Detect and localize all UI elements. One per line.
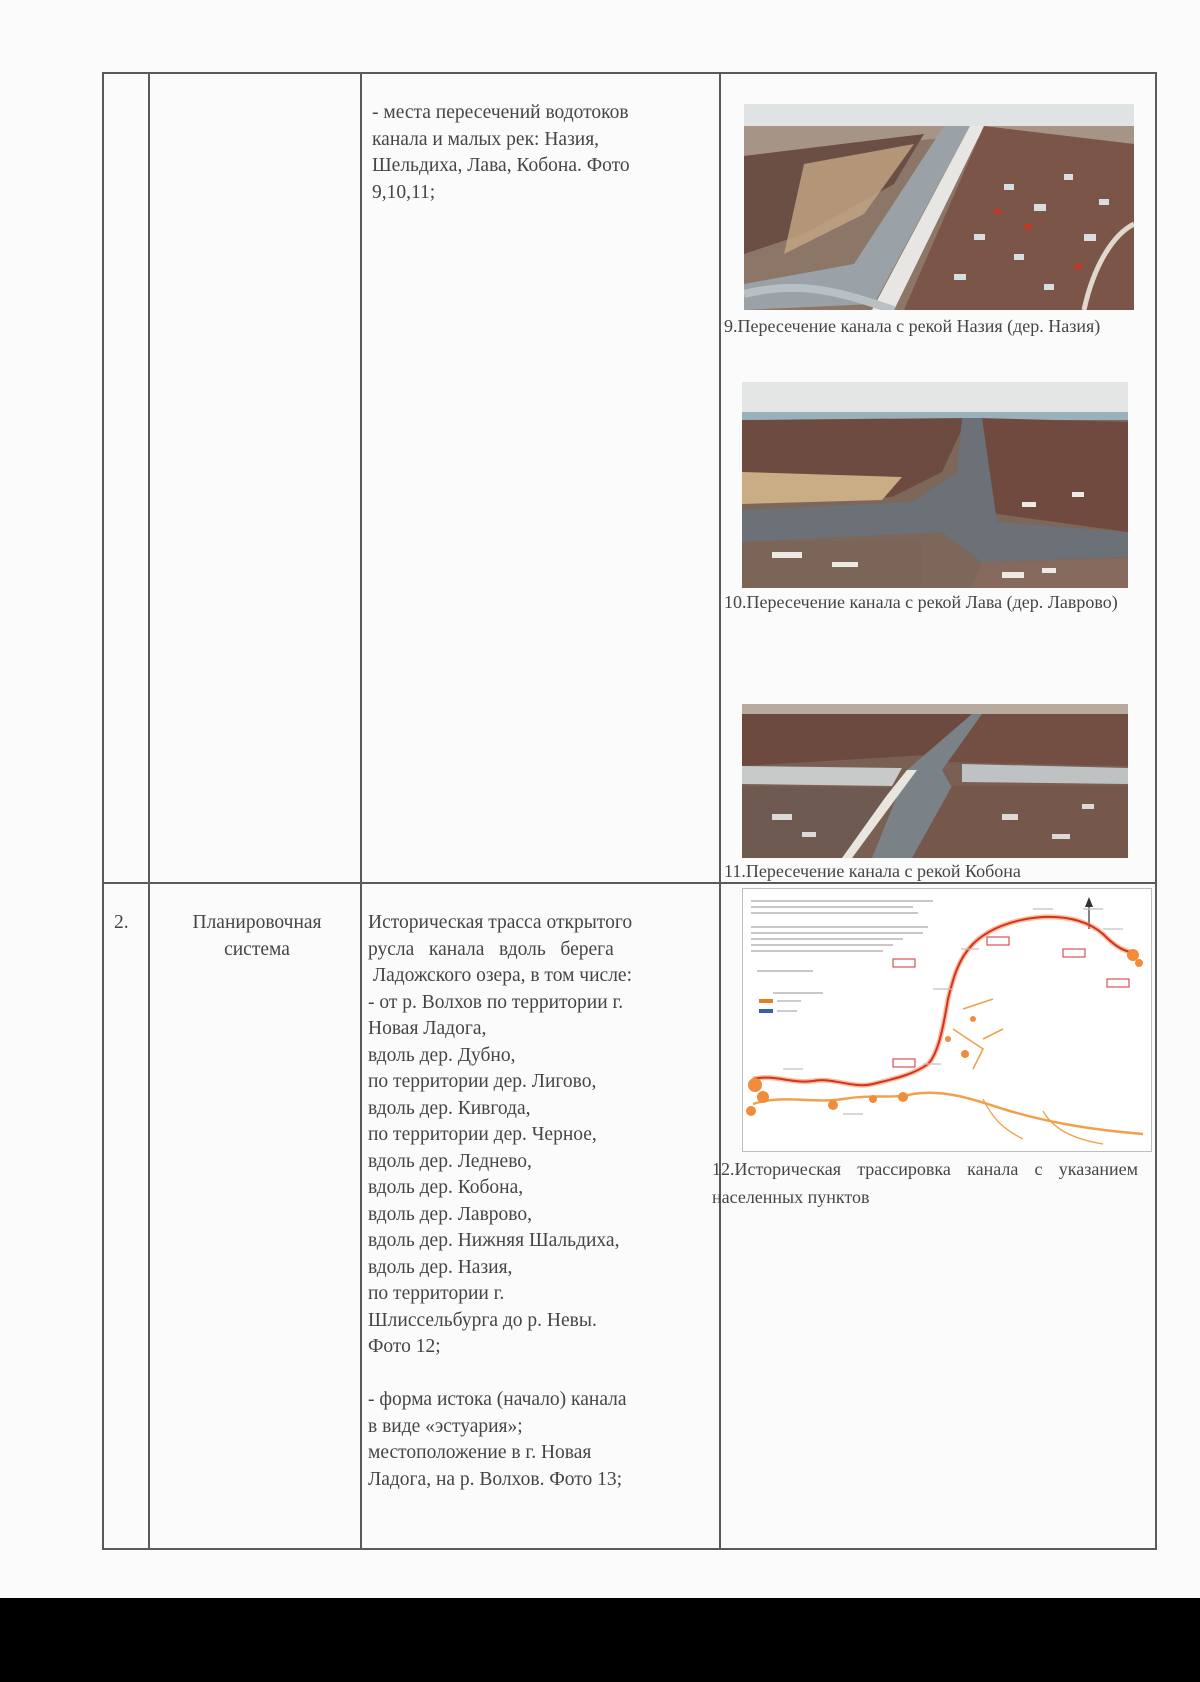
row2-category: Планировочная система (192, 912, 322, 960)
photo-nazia-crossing (744, 104, 1134, 310)
caption-photo-9: 9.Пересечение канала с рекой Назия (дер. Назия) (724, 316, 1101, 336)
scan-bottom-edge (0, 1598, 1200, 1682)
table-border-top (102, 72, 1157, 74)
photo-kobona-crossing (742, 704, 1128, 858)
row2-number: 2. (114, 912, 129, 933)
table-border-right (1155, 72, 1157, 1550)
column-divider-1 (148, 72, 150, 1550)
table-border-bottom (102, 1548, 1157, 1550)
photo-lava-crossing (742, 382, 1128, 588)
row1-criteria-text: - места пересечений водотоков канала и малых рек: Назия, Шельдиха, Лава, Кобона. Фото 9,10,11; (372, 102, 630, 203)
caption-photo-10: 10.Пересечение канала с рекой Лава (дер. Лаврово) (724, 592, 1118, 612)
column-divider-2 (360, 72, 362, 1550)
caption-photo-11: 11.Пересечение канала с рекой Кобона (724, 861, 1021, 881)
caption-map-12: 12.Историческая трассировка канала с указанием населенных пунктов (712, 1159, 1138, 1207)
column-divider-3 (719, 72, 721, 1550)
row2-criteria-text: Историческая трасса открытого русла канала вдоль берега Ладожского озера, в том числе: - от р. Волхов по территории г. Новая Ладога, вдоль дер. Дубно, по территории дер. Лигово, вдоль дер. Кивгода, по территории дер. Черное, вдоль дер. Леднево, вдоль дер. Кобона, вдоль дер. Лаврово, вдоль дер. Нижняя Шальдиха, вдоль дер. Назия, по территории г. Шлиссельбурга до р. Невы. Фото 12; - форма истока (начало) канала в виде «эстуария»; местоположение в г. Новая Ладога, на р. Волхов. Фото 13; (368, 912, 633, 1490)
map-historical-route (742, 888, 1152, 1152)
table-border-left (102, 72, 104, 1550)
